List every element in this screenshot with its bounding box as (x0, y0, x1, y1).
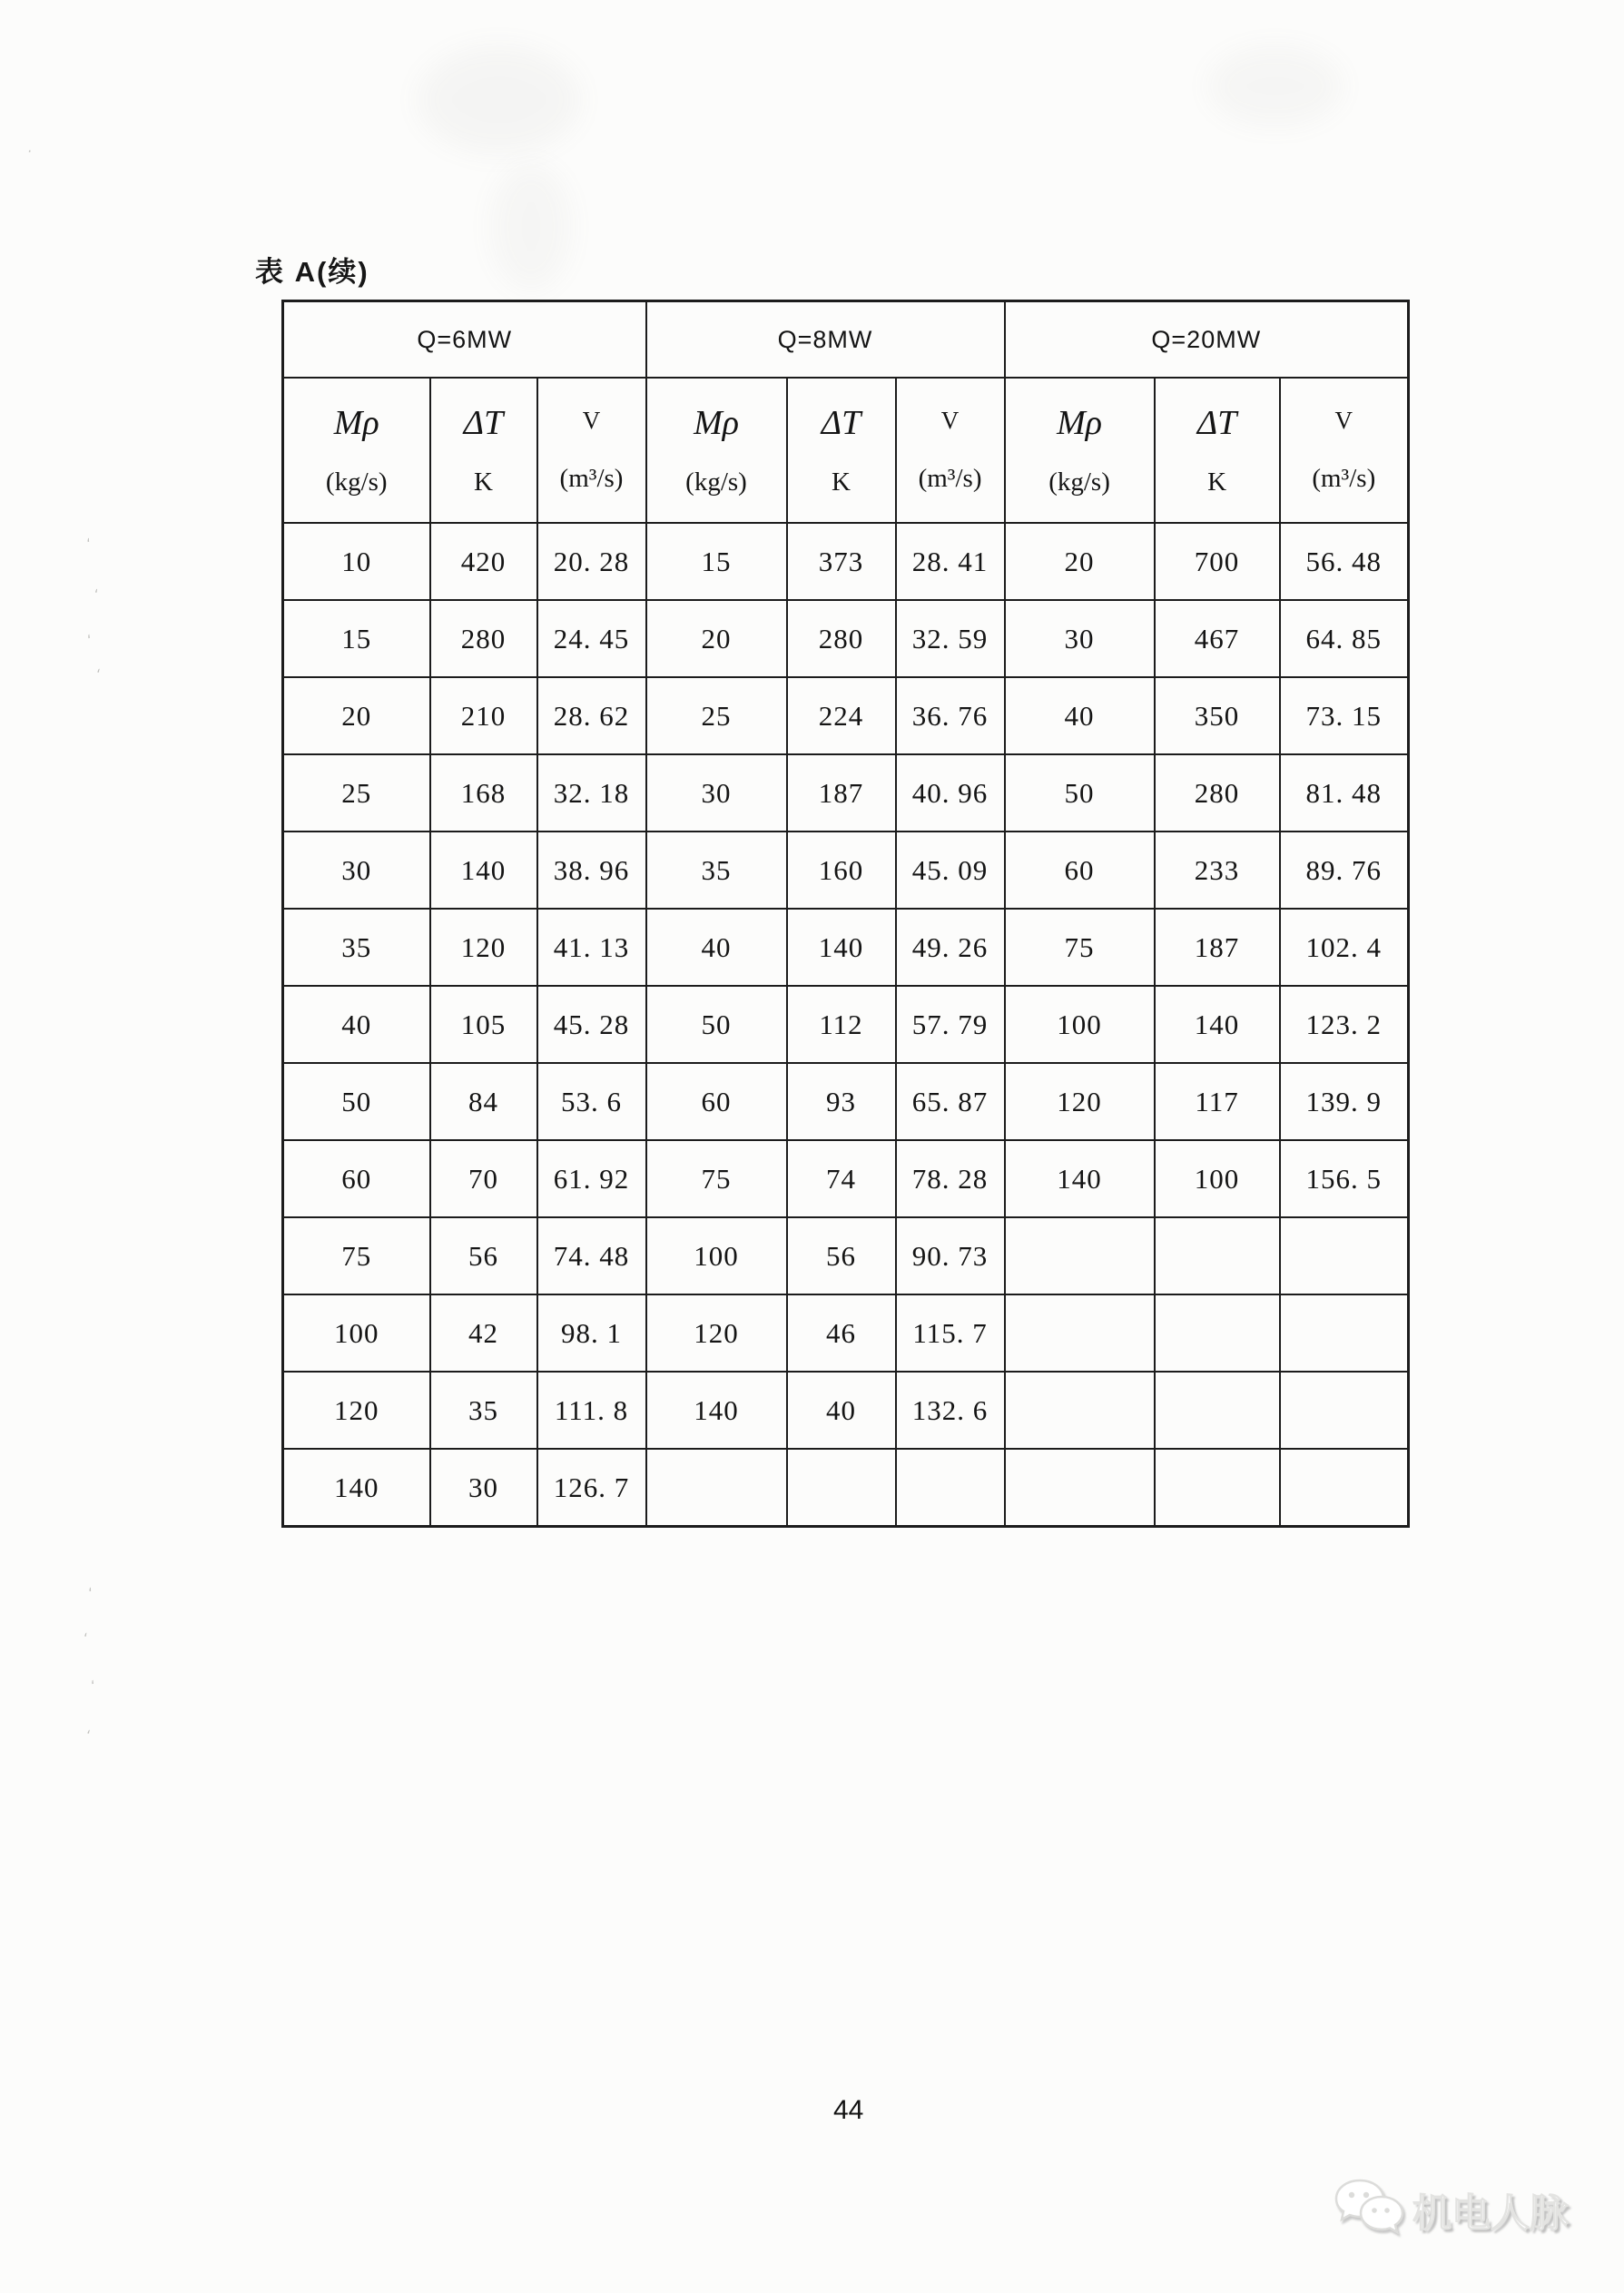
table-cell (1280, 1217, 1409, 1294)
table-cell: 20. 28 (537, 523, 646, 600)
table-cell: 350 (1155, 677, 1280, 754)
table-cell: 40. 96 (896, 754, 1005, 832)
table-cell: 36. 76 (896, 677, 1005, 754)
table-cell: 53. 6 (537, 1063, 646, 1140)
group-header-q20mw: Q=20MW (1005, 301, 1409, 379)
group-header-q8mw: Q=8MW (646, 301, 1005, 379)
symbol-v: V (1334, 407, 1353, 435)
table-cell: 64. 85 (1280, 600, 1409, 677)
col-header-mrho (646, 378, 787, 523)
table-cell: 105 (430, 986, 537, 1063)
scan-speck: ʻ (84, 632, 96, 649)
table-cell (646, 1449, 787, 1527)
symbol-v: V (940, 407, 960, 435)
table-cell: 373 (787, 523, 896, 600)
table-cell: 78. 28 (896, 1140, 1005, 1217)
table-cell: 280 (430, 600, 537, 677)
table-cell: 156. 5 (1280, 1140, 1409, 1217)
table-row (283, 1449, 1409, 1527)
table-cell: 65. 87 (896, 1063, 1005, 1140)
watermark-text: 机电人脉 (1412, 2192, 1569, 2236)
table-cell (1155, 1449, 1280, 1527)
table-cell: 74. 48 (537, 1217, 646, 1294)
table-cell: 75 (646, 1140, 787, 1217)
col-header-v (537, 378, 646, 523)
table-cell: 120 (283, 1372, 430, 1449)
table-cell: 100 (1005, 986, 1155, 1063)
table-cell: 74 (787, 1140, 896, 1217)
col-header-dt (787, 378, 896, 523)
table-cell: 115. 7 (896, 1294, 1005, 1372)
table-cell: 25 (646, 677, 787, 754)
table-cell: 117 (1155, 1063, 1280, 1140)
table-cell: 32. 59 (896, 600, 1005, 677)
table-row (283, 1217, 1409, 1294)
table-cell: 111. 8 (537, 1372, 646, 1449)
table-cell (1005, 1372, 1155, 1449)
data-table (281, 300, 1410, 1528)
table-cell: 100 (646, 1217, 787, 1294)
table-cell: 70 (430, 1140, 537, 1217)
symbol-v: V (582, 407, 601, 435)
table-cell: 90. 73 (896, 1217, 1005, 1294)
col-header-mrho (283, 378, 430, 523)
col-header-dt (1155, 378, 1280, 523)
page-number: 44 (833, 2095, 864, 2125)
table-cell: 60 (646, 1063, 787, 1140)
scan-speck: ʻ (85, 1584, 97, 1602)
table-cell (1155, 1372, 1280, 1449)
table-cell (896, 1449, 1005, 1527)
table-cell: 20 (646, 600, 787, 677)
table-cell: 20 (1005, 523, 1155, 600)
table-cell (1280, 1294, 1409, 1372)
table-cell: 57. 79 (896, 986, 1005, 1063)
table-cell: 40 (1005, 677, 1155, 754)
scan-speck: ʻ (84, 1727, 92, 1745)
table-cell: 30 (283, 832, 430, 909)
table-cell: 100 (1155, 1140, 1280, 1217)
symbol-dt: ΔT (463, 404, 504, 442)
table-cell: 30 (646, 754, 787, 832)
scan-speck: ʻ (84, 535, 95, 553)
table-cell: 50 (646, 986, 787, 1063)
symbol-dt: ΔT (1196, 404, 1237, 442)
unit-m3s: (m³/s) (918, 463, 982, 493)
table-cell: 140 (646, 1372, 787, 1449)
table-cell (1280, 1372, 1409, 1449)
scan-smudge (418, 45, 581, 154)
table-row (283, 1063, 1409, 1140)
table-body (283, 523, 1409, 1527)
scan-speck: ʻ (92, 586, 101, 604)
table-cell: 15 (646, 523, 787, 600)
table-cell: 75 (283, 1217, 430, 1294)
table-cell: 35 (283, 909, 430, 986)
unit-kgs: (kg/s) (685, 467, 747, 497)
table-cell: 187 (787, 754, 896, 832)
table-cell: 280 (787, 600, 896, 677)
scan-speck: ʻ (82, 1629, 90, 1648)
table-cell: 40 (283, 986, 430, 1063)
table-cell: 75 (1005, 909, 1155, 986)
table-cell: 140 (283, 1449, 430, 1527)
scan-smudge (1207, 45, 1343, 127)
table-cell: 100 (283, 1294, 430, 1372)
table-cell: 280 (1155, 754, 1280, 832)
table-cell: 132. 6 (896, 1372, 1005, 1449)
table-cell: 120 (1005, 1063, 1155, 1140)
table-cell: 24. 45 (537, 600, 646, 677)
table-cell: 89. 76 (1280, 832, 1409, 909)
scan-speck: ʻ (87, 1677, 100, 1695)
table-cell: 10 (283, 523, 430, 600)
table-title: 表 A(续) (255, 256, 369, 288)
table-cell: 50 (283, 1063, 430, 1140)
table-cell (787, 1449, 896, 1527)
scan-speck: ʻ (94, 665, 103, 684)
table-cell: 73. 15 (1280, 677, 1409, 754)
unit-k: K (832, 467, 851, 497)
table-cell: 40 (787, 1372, 896, 1449)
table-cell: 140 (430, 832, 537, 909)
symbol-dt: ΔT (821, 404, 861, 442)
table-cell: 112 (787, 986, 896, 1063)
table-cell: 60 (283, 1140, 430, 1217)
table-cell: 40 (646, 909, 787, 986)
table-cell: 49. 26 (896, 909, 1005, 986)
table-cell: 224 (787, 677, 896, 754)
table-cell: 126. 7 (537, 1449, 646, 1527)
unit-m3s: (m³/s) (559, 463, 624, 493)
table-cell: 700 (1155, 523, 1280, 600)
col-header-dt (430, 378, 537, 523)
table-cell (1005, 1217, 1155, 1294)
table-cell (1155, 1217, 1280, 1294)
scan-smudge (490, 163, 572, 290)
unit-k: K (1207, 467, 1227, 497)
table-cell: 35 (430, 1372, 537, 1449)
table-row (283, 1372, 1409, 1449)
table-cell: 20 (283, 677, 430, 754)
table-cell: 93 (787, 1063, 896, 1140)
table-cell: 41. 13 (537, 909, 646, 986)
table-row (283, 1140, 1409, 1217)
table-cell: 35 (646, 832, 787, 909)
table-row (283, 832, 1409, 909)
table-cell: 61. 92 (537, 1140, 646, 1217)
table-cell: 45. 28 (537, 986, 646, 1063)
table-cell: 28. 41 (896, 523, 1005, 600)
symbol-mrho: Mρ (1057, 404, 1102, 442)
table-row (283, 754, 1409, 832)
table-cell: 25 (283, 754, 430, 832)
unit-k: K (474, 467, 493, 497)
group-header-q6mw: Q=6MW (283, 301, 646, 379)
table-row (283, 677, 1409, 754)
col-header-mrho (1005, 378, 1155, 523)
col-header-v (1280, 378, 1409, 523)
table-cell: 233 (1155, 832, 1280, 909)
symbol-mrho: Mρ (333, 404, 379, 442)
unit-kgs: (kg/s) (1048, 467, 1110, 497)
table-cell: 140 (1155, 986, 1280, 1063)
table-row (283, 600, 1409, 677)
table-cell: 120 (646, 1294, 787, 1372)
table-cell: 50 (1005, 754, 1155, 832)
table-cell: 123. 2 (1280, 986, 1409, 1063)
table-cell: 140 (1005, 1140, 1155, 1217)
table-cell: 84 (430, 1063, 537, 1140)
wechat-icon (1333, 2177, 1407, 2245)
table-cell: 56 (787, 1217, 896, 1294)
col-header-v (896, 378, 1005, 523)
table-cell: 120 (430, 909, 537, 986)
table-cell: 42 (430, 1294, 537, 1372)
table-cell: 56 (430, 1217, 537, 1294)
table-cell: 30 (430, 1449, 537, 1527)
table-cell: 467 (1155, 600, 1280, 677)
table-cell: 168 (430, 754, 537, 832)
unit-kgs: (kg/s) (325, 467, 388, 497)
group-header-row (283, 301, 1409, 379)
table-cell: 32. 18 (537, 754, 646, 832)
scan-speck: · (27, 143, 32, 160)
table-cell: 81. 48 (1280, 754, 1409, 832)
watermark (1333, 2177, 1569, 2245)
table-cell (1005, 1449, 1155, 1527)
table-cell: 98. 1 (537, 1294, 646, 1372)
table-cell: 139. 9 (1280, 1063, 1409, 1140)
column-header-row (283, 378, 1409, 523)
table-cell: 28. 62 (537, 677, 646, 754)
table-cell (1155, 1294, 1280, 1372)
table-cell: 46 (787, 1294, 896, 1372)
table-cell: 102. 4 (1280, 909, 1409, 986)
table-cell: 60 (1005, 832, 1155, 909)
table-cell: 15 (283, 600, 430, 677)
table-cell: 160 (787, 832, 896, 909)
table-row (283, 909, 1409, 986)
table-cell: 187 (1155, 909, 1280, 986)
table-cell: 140 (787, 909, 896, 986)
table-row (283, 1294, 1409, 1372)
table-cell (1280, 1449, 1409, 1527)
table-cell: 30 (1005, 600, 1155, 677)
table-cell: 45. 09 (896, 832, 1005, 909)
table-cell: 420 (430, 523, 537, 600)
table-row (283, 523, 1409, 600)
table-cell: 38. 96 (537, 832, 646, 909)
table-cell: 210 (430, 677, 537, 754)
symbol-mrho: Mρ (694, 404, 739, 442)
table-row (283, 986, 1409, 1063)
table-cell: 56. 48 (1280, 523, 1409, 600)
unit-m3s: (m³/s) (1312, 463, 1376, 493)
table-cell (1005, 1294, 1155, 1372)
